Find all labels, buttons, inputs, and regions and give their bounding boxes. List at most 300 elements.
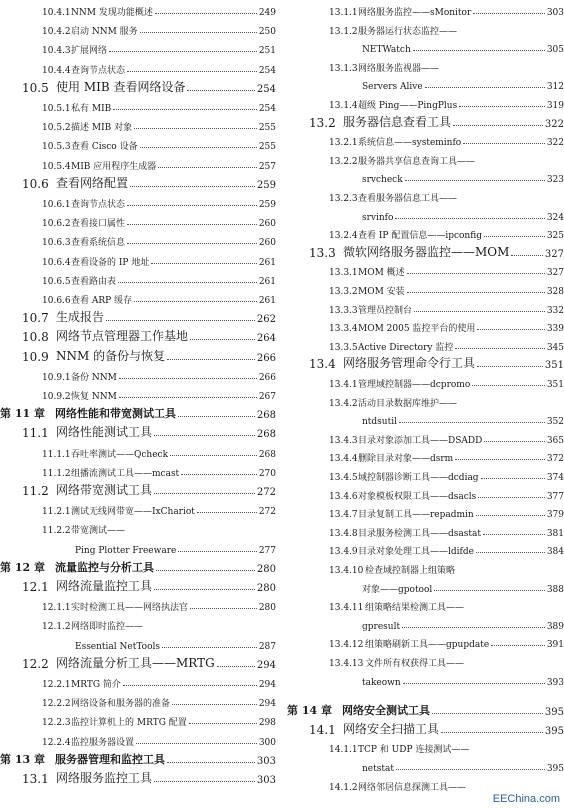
toc-entry [42, 250, 276, 268]
toc-page-number: 327 [546, 268, 564, 279]
toc-section-number: 10.5.3 [42, 142, 71, 153]
toc-page-number: 395 [546, 764, 564, 774]
toc-entry [75, 538, 276, 556]
toc-entry [42, 672, 276, 690]
toc-page-number: 266 [256, 352, 276, 364]
toc-page-number: 280 [256, 563, 276, 575]
toc-page-number: 257 [258, 161, 276, 172]
toc-entry [22, 173, 276, 191]
toc-page-number: 384 [546, 547, 564, 558]
toc-entry-title: 私有 MIB [71, 104, 112, 114]
toc-entry-title: 查询节点状态 [71, 200, 126, 210]
toc-page-number: 345 [546, 342, 564, 353]
toc-page-number: 260 [258, 219, 276, 230]
toc-entry [42, 365, 276, 383]
toc-section-number: 10.6.2 [42, 219, 71, 230]
toc-section-number: 10.9.2 [42, 392, 71, 402]
toc-entry [329, 0, 564, 18]
toc-entry [42, 595, 276, 613]
toc-section-number: 13.4.12 [329, 640, 364, 651]
toc-page-number: 305 [546, 45, 564, 56]
toc-entry-title: 目录复制工具——repadmin [358, 510, 474, 521]
toc-entry [42, 499, 276, 517]
toc-entry [22, 480, 276, 498]
toc-entry-title: 使用 MIB 查看网络设备 [56, 79, 186, 94]
toc-entry-title: 吞吐率测试——Qcheck [71, 449, 169, 460]
toc-page-number: 374 [546, 473, 564, 483]
dot-leader [476, 552, 545, 553]
toc-page-number: 294 [256, 659, 276, 671]
toc-section-number: 第 13 章 [0, 752, 45, 766]
dot-leader [425, 87, 545, 88]
dot-leader [127, 224, 257, 225]
toc-entry-title: 网络节点管理器工作基地 [56, 329, 189, 344]
toc-left-column [0, 0, 276, 808]
dot-leader [154, 493, 255, 494]
dot-leader [158, 167, 257, 168]
toc-page-number: 377 [546, 491, 564, 502]
toc-page-number: 381 [546, 528, 564, 539]
toc-entry-title: 服务器信息查看工具 [343, 114, 452, 129]
toc-entry-title: 查看路由表 [71, 276, 117, 287]
toc-page-number: 255 [258, 123, 276, 134]
toc-entry-title: 扩展网络 [71, 46, 108, 57]
toc-section-number: 14.1.2 [329, 782, 358, 793]
toc-section-number: 10.6.4 [42, 257, 71, 268]
toc-page-number: 303 [546, 8, 564, 18]
toc-entry-title: 域控制器诊断工具——dcdiag [358, 473, 479, 483]
toc-page-number: 272 [256, 487, 276, 498]
toc-entry-title: 组策略结果检测工具—— [365, 603, 465, 614]
toc-entry [22, 576, 276, 594]
toc-section-number: 11.2.2 [42, 526, 71, 537]
toc-entry-title: 目录对象添加工具——DSADD [358, 435, 483, 446]
toc-page-number: 322 [544, 118, 564, 130]
toc-section-number: 13.2 [309, 115, 336, 130]
toc-entry-title: 查看网络配置 [56, 175, 129, 190]
toc-entry [42, 211, 276, 229]
dot-leader [491, 645, 545, 646]
dot-leader [167, 762, 255, 763]
toc-entry-title: 超级 Ping——PingPlus [358, 101, 458, 111]
dot-leader [109, 51, 257, 52]
toc-entry [329, 484, 564, 502]
dot-leader [134, 301, 257, 302]
toc-entry-title: 对象模板权限工具——dsacls [358, 491, 477, 502]
toc-entry [42, 269, 276, 287]
toc-section-number: 10.4.4 [42, 65, 71, 76]
toc-entry-title: MRTG 简介 [71, 680, 121, 690]
toc-page-number: 262 [256, 314, 276, 326]
toc-entry [42, 154, 276, 172]
toc-entry [329, 130, 564, 148]
toc-entry [22, 422, 276, 440]
toc-entry [42, 384, 276, 402]
toc-entry [329, 372, 564, 390]
toc-page-number: 259 [258, 200, 276, 210]
toc-section-number: 13.2.3 [329, 194, 358, 204]
toc-page-number: 266 [258, 372, 276, 383]
dot-leader [118, 282, 257, 283]
toc-section-number: 12.2 [22, 656, 49, 671]
toc-entry [362, 167, 564, 185]
dot-leader [140, 32, 257, 33]
toc-page-number: 254 [258, 104, 276, 114]
toc-section-number: 13.4.6 [329, 491, 358, 502]
dot-leader [127, 205, 257, 206]
dot-leader [459, 106, 545, 107]
toc-entry-title: ntdsutil [362, 417, 397, 428]
toc-entry-title: 查看系统信息 [71, 238, 126, 249]
dot-leader [119, 397, 257, 398]
dot-leader [481, 478, 545, 479]
toc-entry-title: 网络邻居信息探测工具—— [358, 782, 467, 793]
toc-section-number: 10.5.4 [42, 161, 71, 172]
toc-page-number: 393 [546, 677, 564, 688]
toc-entry-title: 网络性能和带宽测试工具 [55, 407, 176, 421]
toc-entry [287, 700, 564, 718]
toc-entry-title: 网络流量监控工具 [56, 579, 153, 593]
dot-leader [407, 292, 545, 293]
toc-page-number: 352 [546, 417, 564, 428]
toc-section-number: 11.2 [22, 484, 49, 498]
toc-entry-title: 测试无线网带宽——IxChariot [71, 507, 195, 518]
toc-entry [362, 670, 564, 688]
toc-entry [42, 19, 276, 37]
toc-section-number: 13.4.5 [329, 473, 358, 483]
toc-section-number: 10.6.3 [42, 238, 71, 249]
toc-entry [329, 632, 564, 650]
toc-entry-title: 检查域控制器上组策略 [365, 566, 456, 576]
toc-entry-title: 查看 ARP 缓存 [71, 296, 133, 306]
toc-page-number: 294 [258, 680, 276, 690]
dot-leader [413, 50, 545, 51]
toc-entry-title: 网络设备和服务器的准备 [71, 699, 171, 710]
toc-entry-title: Servers Alive [362, 82, 423, 93]
dot-leader [190, 339, 255, 340]
toc-entry [42, 288, 276, 306]
toc-entry [22, 768, 276, 786]
toc-page-number: 255 [258, 142, 276, 153]
toc-entry [329, 56, 564, 74]
toc-page-number: 351 [544, 360, 564, 372]
toc-page-number: 325 [546, 231, 564, 242]
dot-leader [154, 589, 255, 590]
dot-leader [151, 263, 256, 264]
toc-entry-title: 网络服务监视器—— [358, 63, 440, 74]
toc-entry-title: MIB 应用程序生成器 [71, 161, 157, 172]
dot-leader [178, 551, 256, 552]
toc-entry-title: 删除目录对象——dsrm [358, 454, 454, 465]
toc-section-number: 11.1.1 [42, 449, 71, 460]
toc-page-number: 372 [546, 454, 564, 465]
toc-page-number: 254 [258, 65, 276, 76]
dot-leader [472, 385, 545, 386]
dot-leader [484, 441, 544, 442]
toc-page-number: 261 [258, 296, 276, 306]
toc-entry [362, 205, 564, 223]
dot-leader [473, 13, 545, 14]
toc-page-number: 303 [256, 775, 276, 786]
toc-entry-title: 网络即时监控—— [71, 622, 144, 633]
toc-entry [42, 691, 276, 709]
toc-entry-title: srvcheck [362, 175, 403, 186]
site-watermark: EEChina.com [492, 793, 560, 805]
toc-entry-title: takeown [362, 677, 401, 688]
toc-entry-title: 查看接口属性 [71, 219, 126, 230]
toc-entry-title: 文件所有权获得工具—— [365, 659, 465, 669]
toc-entry-title: 网络安全扫描工具 [343, 721, 440, 736]
toc-section-number: 10.7 [22, 311, 49, 326]
toc-entry [329, 539, 564, 557]
toc-entry [329, 260, 564, 278]
toc-entry-title: 查询节点状态 [71, 65, 126, 76]
toc-section-number: 10.5.2 [42, 123, 71, 134]
dot-leader [172, 704, 257, 705]
toc-section-number: 11.1 [22, 426, 49, 441]
toc-entry [329, 223, 564, 241]
toc-entry-title: 查看服务器信息工具—— [358, 194, 458, 204]
toc-section-number: 13.4.7 [329, 510, 358, 521]
toc-section-number: 13.4.11 [329, 603, 364, 614]
toc-entry [329, 316, 564, 334]
toc-page-number: 332 [546, 305, 564, 316]
dot-leader [119, 378, 257, 379]
toc-entry-title: TCP 和 UDP 连接测试—— [358, 745, 470, 756]
toc-entry-title: 网络服务监控工具 [56, 771, 153, 785]
toc-entry-title: 生成报告 [56, 310, 105, 325]
toc-section-number: 13.3.2 [329, 287, 358, 297]
toc-entry [329, 465, 564, 483]
toc-page-number: 391 [546, 640, 564, 651]
toc-entry-title: NETWatch [362, 45, 411, 56]
toc-section-number: 10.9 [22, 349, 49, 364]
toc-section-number: 12.2.1 [42, 680, 71, 690]
dot-leader [217, 666, 255, 667]
toc-entry [75, 634, 276, 652]
toc-right-column [287, 0, 564, 808]
toc-section-number: 10.4.3 [42, 46, 71, 57]
toc-page-number: 298 [258, 718, 276, 729]
toc-entry-title: 描述 MIB 对象 [71, 123, 133, 134]
toc-entry [329, 298, 564, 316]
toc-page-number: 327 [544, 248, 564, 260]
toc-page-number: 261 [258, 257, 276, 268]
toc-entry [362, 756, 564, 774]
toc-section-number: 第 11 章 [0, 407, 45, 421]
toc-section-number: 13.3.4 [329, 324, 358, 335]
toc-entry [329, 186, 564, 204]
dot-leader [154, 435, 255, 436]
toc-section-number: 13.4.2 [329, 398, 358, 409]
toc-section-number: 13.3 [309, 245, 336, 260]
toc-section-number: 10.4.2 [42, 27, 71, 38]
dot-leader [434, 590, 545, 591]
dot-leader [396, 769, 545, 770]
toc-page-number: 303 [256, 755, 276, 767]
toc-entry [22, 653, 276, 671]
toc-page-number: 388 [546, 584, 564, 595]
toc-page-number: 324 [546, 212, 564, 223]
toc-entry [362, 614, 564, 632]
toc-page-number: 249 [258, 8, 276, 18]
dot-leader [170, 455, 257, 456]
toc-page-number: 261 [258, 276, 276, 287]
toc-entry-title: 目录服务检测工具——dsastat [358, 528, 481, 539]
toc-entry-title: srvinfo [362, 212, 394, 223]
toc-section-number: 11.2.1 [42, 507, 71, 518]
toc-entry-title: Ping Plotter Freeware [75, 545, 177, 556]
dot-leader [395, 218, 544, 219]
toc-entry-title: MOM 安装 [358, 287, 405, 297]
dot-leader [130, 186, 255, 187]
toc-page-number: 323 [546, 175, 564, 186]
toc-section-number: 12.2.3 [42, 718, 71, 729]
dot-leader [190, 608, 257, 609]
toc-entry [309, 112, 564, 130]
dot-leader [407, 273, 545, 274]
toc-entry-title: 流量监控与分析工具 [55, 560, 154, 574]
toc-section-number: 11.1.2 [42, 468, 71, 479]
dot-leader [140, 147, 257, 148]
toc-page-number: 339 [546, 324, 564, 335]
dot-leader [463, 143, 545, 144]
toc-section-number: 14.1 [309, 722, 336, 737]
toc-entry [42, 518, 276, 536]
toc-entry [329, 558, 564, 576]
dot-leader [187, 90, 254, 91]
toc-page-number: 272 [258, 507, 276, 518]
dot-leader [477, 329, 544, 330]
toc-page-number: 365 [546, 435, 564, 446]
toc-section-number: 13.4.8 [329, 528, 358, 539]
toc-entry [362, 577, 564, 595]
toc-page-number: 264 [256, 333, 276, 345]
toc-page-number: 322 [546, 138, 564, 149]
toc-section-number: 10.8 [22, 330, 49, 345]
dot-leader [181, 474, 257, 475]
toc-section-number: 13.1 [22, 772, 49, 786]
toc-section-number: 第 12 章 [0, 560, 45, 574]
toc-entry-title: 系统信息——systeminfo [358, 138, 462, 149]
toc-entry-title: 网络带宽测试工具 [56, 483, 153, 497]
toc-entry [22, 77, 276, 95]
toc-section-number: 13.2.4 [329, 231, 358, 242]
toc-entry [309, 719, 564, 737]
toc-entry [42, 730, 276, 748]
dot-leader [441, 732, 543, 733]
dot-leader [167, 359, 255, 360]
toc-section-number: 13.1.1 [329, 8, 358, 18]
dot-leader [127, 243, 257, 244]
toc-entry [309, 242, 564, 260]
toc-entry [42, 0, 276, 18]
toc-section-number: 13.1.2 [329, 26, 358, 37]
dot-leader [197, 512, 257, 513]
toc-section-number: 10.6.5 [42, 276, 71, 287]
toc-section-number: 10.5.1 [42, 104, 71, 114]
toc-entry-title: MOM 概述 [358, 268, 405, 279]
toc-section-number: 13.2.1 [329, 138, 358, 149]
toc-entry [362, 37, 564, 55]
toc-entry-title: 活动目录数据库维护—— [358, 398, 458, 409]
toc-section-number: 10.5 [22, 80, 49, 95]
toc-entry [329, 737, 564, 755]
toc-entry-title: 服务器共享信息查询工具—— [358, 156, 476, 167]
toc-page-number: 268 [258, 449, 276, 460]
toc-section-number: 13.4.3 [329, 435, 358, 446]
toc-entry [42, 38, 276, 56]
toc-entry [42, 442, 276, 460]
toc-entry-title: 管理域控制器——dcpromo [358, 380, 471, 390]
toc-section-number: 12.2.2 [42, 699, 71, 710]
toc-entry-title: netstat [362, 764, 394, 774]
toc-entry-title: 微软网络服务器监控——MOM [343, 244, 510, 259]
toc-entry-title: 网络服务监控——sMonitor [358, 8, 472, 18]
toc-section-number: 13.4.4 [329, 454, 358, 465]
toc-section-number: 13.4.13 [329, 659, 364, 669]
toc-entry [42, 614, 276, 632]
toc-entry [362, 74, 564, 92]
toc-entry-title: 管理员控制台 [358, 305, 413, 316]
toc-page-number: 250 [258, 27, 276, 38]
dot-leader [154, 781, 255, 782]
toc-page-number: 389 [546, 621, 564, 632]
toc-page-number: 277 [258, 545, 276, 556]
toc-entry-title: 目录对象处理工具——ldifde [358, 547, 474, 558]
toc-entry [329, 595, 564, 613]
toc-entry [0, 403, 276, 421]
toc-section-number: 14.1.1 [329, 745, 358, 756]
toc-entry-title: 备份 NNM [71, 372, 117, 383]
toc-entry [329, 428, 564, 446]
toc-entry [22, 346, 276, 364]
toc-entry [42, 96, 276, 114]
toc-entry [309, 353, 564, 371]
toc-entry-title: 组播流测试工具——mcast [71, 468, 180, 479]
toc-section-number: 13.3.3 [329, 305, 358, 316]
toc-entry-title: 网络服务管理命令行工具 [343, 356, 476, 371]
toc-page-number: 300 [258, 737, 276, 748]
toc-page-number: 270 [258, 468, 276, 479]
dot-leader [432, 713, 543, 714]
toc-page-number: 260 [258, 238, 276, 249]
toc-page-number: 351 [546, 380, 564, 390]
dot-leader [483, 534, 545, 535]
toc-entry-title: 启动 NNM 服务 [71, 27, 138, 38]
toc-entry [329, 93, 564, 111]
toc-entry [0, 749, 276, 767]
dot-leader [156, 570, 255, 571]
toc-page-number: 294 [258, 699, 276, 710]
toc-section-number: 13.1.3 [329, 63, 358, 74]
toc-entry-title: 查看设备的 IP 地址 [71, 257, 150, 268]
toc-page-number: 259 [256, 179, 276, 191]
toc-entry-title: Essential NetTools [75, 641, 160, 652]
toc-entry-title: 恢复 NNM [71, 392, 117, 402]
toc-entry [329, 335, 564, 353]
toc-entry [329, 521, 564, 539]
toc-page-number: 287 [258, 641, 276, 652]
toc-section-number: 13.3.1 [329, 268, 358, 279]
toc-entry [329, 391, 564, 409]
toc-entry-title: 带宽测试—— [71, 526, 126, 537]
toc-section-number: 第 14 章 [287, 704, 332, 718]
dot-leader [405, 180, 545, 181]
toc-entry [22, 307, 276, 325]
toc-entry [329, 279, 564, 297]
dot-leader [189, 723, 257, 724]
